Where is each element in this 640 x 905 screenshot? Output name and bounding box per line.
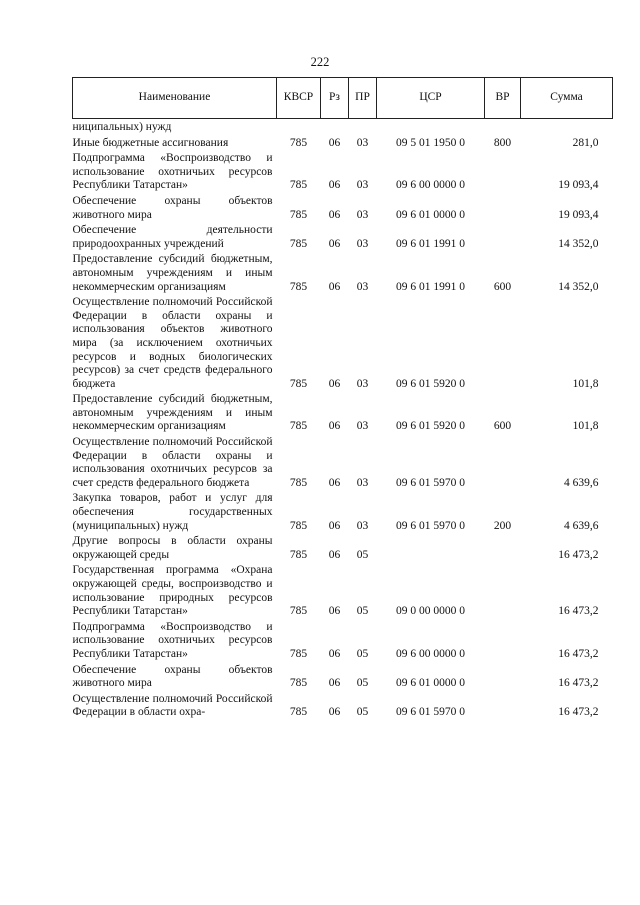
cell-name: Осуществление полномочий Российской Федерации в области охраны и использования охотничьих ресурсов за счет средств федерального бюджета	[72, 436, 273, 489]
cell-csr	[377, 119, 485, 135]
cell-vr	[485, 619, 521, 662]
cell-pr: 05	[356, 647, 369, 660]
budget-table	[72, 77, 613, 720]
cell-name: Осуществление полномочий Российской Федерации в области охраны и использования объектов животного мира (за исключением охотничьих ресурсов и водных биологических ресурсов) за счет средств федерального бюджета	[72, 296, 273, 390]
cell-csr: 09 6 01 5970 0	[396, 519, 465, 532]
table-row	[73, 391, 613, 434]
cell-pr: 03	[356, 280, 369, 293]
table-row	[73, 119, 613, 135]
header-name: Наименование	[73, 78, 277, 119]
cell-kvsr: 785	[289, 237, 308, 250]
cell-rz: 06	[328, 605, 341, 618]
table-row	[73, 490, 613, 533]
table-row	[73, 619, 613, 662]
cell-name: ниципальных) нужд	[72, 121, 172, 133]
cell-pr: 05	[356, 605, 369, 618]
cell-csr: 09 6 00 0000 0	[396, 647, 465, 660]
cell-vr	[485, 150, 521, 193]
header-kvsr: КВСР	[277, 78, 321, 119]
table-row	[73, 294, 613, 391]
cell-rz: 06	[328, 237, 341, 250]
cell-kvsr: 785	[289, 377, 308, 390]
cell-kvsr	[277, 119, 321, 135]
cell-csr: 09 0 00 0000 0	[396, 605, 465, 618]
cell-name: Закупка товаров, работ и услуг для обеспечения государственных (муниципальных) нужд	[72, 492, 273, 532]
cell-kvsr: 785	[289, 280, 308, 293]
cell-vr	[485, 662, 521, 691]
cell-sum: 16 473,2	[558, 605, 599, 618]
cell-rz: 06	[328, 519, 341, 532]
cell-rz: 06	[328, 179, 341, 192]
cell-vr	[485, 193, 521, 222]
cell-csr: 09 6 00 0000 0	[396, 179, 465, 192]
cell-rz: 06	[328, 377, 341, 390]
cell-vr: 600	[493, 280, 512, 293]
cell-pr	[349, 119, 377, 135]
cell-rz: 06	[328, 420, 341, 433]
cell-kvsr: 785	[289, 208, 308, 221]
table-row	[73, 434, 613, 490]
cell-kvsr: 785	[289, 647, 308, 660]
cell-sum: 101,8	[572, 377, 599, 390]
cell-pr: 05	[356, 677, 369, 690]
table-row	[73, 691, 613, 720]
cell-name: Другие вопросы в области охраны окружающей среды	[72, 535, 273, 561]
cell-rz: 06	[328, 476, 341, 489]
cell-pr: 03	[356, 519, 369, 532]
table-row	[73, 251, 613, 294]
cell-sum: 14 352,0	[558, 237, 599, 250]
cell-vr	[485, 562, 521, 618]
cell-name: Обеспечение охраны объектов животного мира	[72, 663, 273, 690]
header-csr: ЦСР	[377, 78, 485, 119]
cell-name: Предоставление субсидий бюджетным, автономным учреждениям и иным некоммерческим организациям	[72, 253, 273, 293]
cell-vr	[485, 691, 521, 720]
cell-kvsr: 785	[289, 605, 308, 618]
cell-pr: 03	[356, 237, 369, 250]
cell-name: Осуществление полномочий Российской Федерации в области охра-	[72, 692, 273, 719]
cell-vr	[485, 222, 521, 251]
cell-kvsr: 785	[289, 136, 308, 149]
cell-kvsr: 785	[289, 476, 308, 489]
table-row	[73, 222, 613, 251]
cell-name: Обеспечение деятельности природоохранных учреждений	[72, 224, 273, 250]
cell-csr: 09 6 01 1991 0	[396, 237, 465, 250]
cell-sum: 101,8	[572, 420, 599, 433]
cell-pr: 05	[356, 548, 369, 561]
cell-csr: 09 6 01 0000 0	[396, 677, 465, 690]
cell-vr	[485, 119, 521, 135]
page-number: 222	[310, 55, 330, 69]
cell-sum: 16 473,2	[558, 548, 599, 561]
cell-pr: 03	[356, 420, 369, 433]
cell-csr: 09 6 01 5920 0	[396, 420, 465, 433]
table-header-row	[73, 78, 613, 119]
cell-name: Обеспечение охраны объектов животного мира	[72, 194, 273, 221]
table-body	[73, 119, 613, 720]
cell-rz: 06	[328, 208, 341, 221]
cell-rz: 06	[328, 548, 341, 561]
cell-kvsr: 785	[289, 706, 308, 719]
cell-pr: 03	[356, 179, 369, 192]
cell-sum: 4 639,6	[564, 476, 599, 489]
cell-kvsr: 785	[289, 519, 308, 532]
cell-rz: 06	[328, 136, 341, 149]
cell-kvsr: 785	[289, 179, 308, 192]
cell-vr	[485, 434, 521, 490]
cell-csr: 09 5 01 1950 0	[396, 136, 465, 149]
cell-name: Предоставление субсидий бюджетным, автономным учреждениям и иным некоммерческим организациям	[72, 393, 273, 433]
cell-sum: 281,0	[572, 136, 599, 149]
cell-name: Государственная программа «Охрана окружающей среды, воспроизводство и использование природных ресурсов Республики Татарстан»	[72, 564, 273, 618]
cell-csr: 09 6 01 5970 0	[396, 706, 465, 719]
cell-sum: 16 473,2	[558, 677, 599, 690]
cell-pr: 03	[356, 208, 369, 221]
cell-vr	[485, 533, 521, 562]
cell-vr: 600	[493, 420, 512, 433]
cell-csr: 09 6 01 1991 0	[396, 280, 465, 293]
cell-csr: 09 6 01 5920 0	[396, 377, 465, 390]
table-row	[73, 193, 613, 222]
table-row	[73, 662, 613, 691]
cell-pr: 03	[356, 476, 369, 489]
cell-name: Подпрограмма «Воспроизводство и использование охотничьих ресурсов Республики Татарстан»	[72, 620, 273, 660]
header-pr: ПР	[349, 78, 377, 119]
cell-rz: 06	[328, 647, 341, 660]
header-vr: ВР	[485, 78, 521, 119]
cell-pr: 03	[356, 377, 369, 390]
table-row	[73, 562, 613, 618]
cell-rz: 06	[328, 280, 341, 293]
cell-kvsr: 785	[289, 548, 308, 561]
cell-sum: 4 639,6	[564, 519, 599, 532]
cell-vr: 200	[493, 519, 512, 532]
cell-name: Иные бюджетные ассигнования	[72, 136, 229, 149]
cell-rz: 06	[328, 706, 341, 719]
cell-vr: 800	[493, 136, 512, 149]
table-row	[73, 135, 613, 151]
cell-csr: 09 6 01 5970 0	[396, 476, 465, 489]
cell-pr: 03	[356, 136, 369, 149]
cell-sum: 19 093,4	[558, 208, 599, 221]
cell-csr: 09 6 01 0000 0	[396, 208, 465, 221]
cell-sum	[521, 119, 613, 135]
cell-rz	[321, 119, 349, 135]
table-row	[73, 533, 613, 562]
cell-rz: 06	[328, 677, 341, 690]
cell-name: Подпрограмма «Воспроизводство и использование охотничьих ресурсов Республики Татарстан»	[72, 152, 273, 192]
cell-kvsr: 785	[289, 420, 308, 433]
header-sum: Сумма	[521, 78, 613, 119]
cell-sum: 14 352,0	[558, 280, 599, 293]
cell-sum: 16 473,2	[558, 647, 599, 660]
table-row	[73, 150, 613, 193]
header-rz: Рз	[321, 78, 349, 119]
cell-sum: 16 473,2	[558, 706, 599, 719]
cell-vr	[485, 294, 521, 391]
cell-sum: 19 093,4	[558, 179, 599, 192]
cell-csr	[377, 533, 485, 562]
cell-kvsr: 785	[289, 677, 308, 690]
cell-pr: 05	[356, 706, 369, 719]
